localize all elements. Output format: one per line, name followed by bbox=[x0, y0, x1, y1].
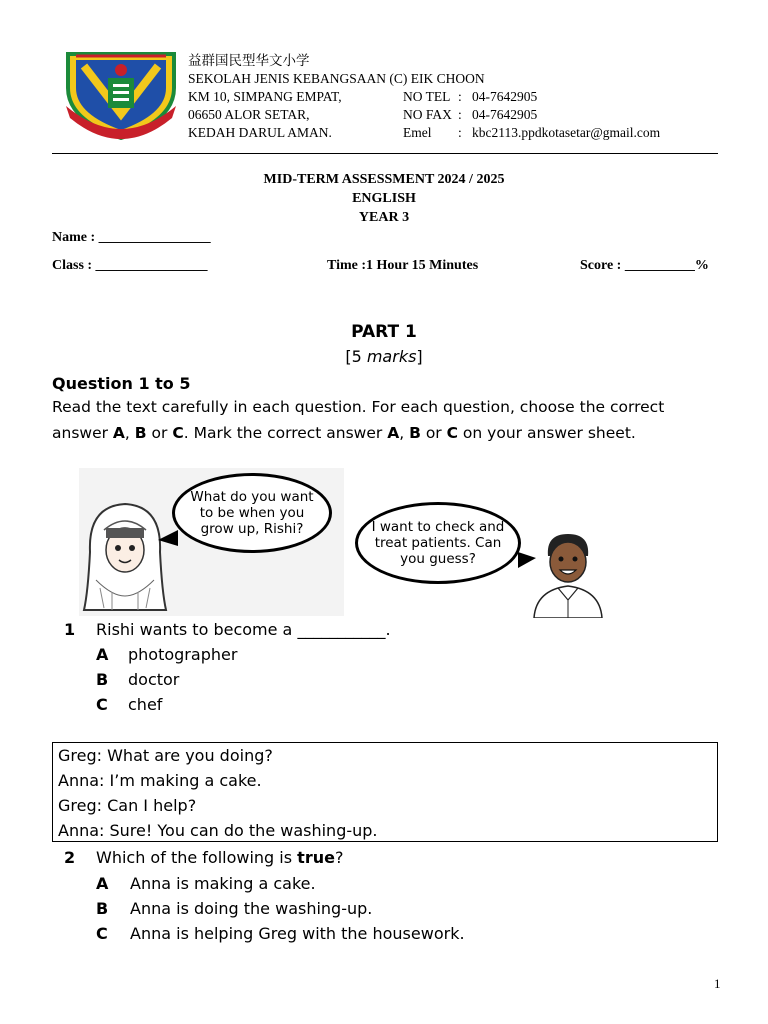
instr-letter-c: C bbox=[172, 424, 184, 442]
fax-label: NO FAX bbox=[403, 107, 452, 122]
school-logo bbox=[62, 48, 180, 140]
exam-title: MID-TERM ASSESSMENT 2024 / 2025 bbox=[263, 172, 505, 187]
q2-option-letter[interactable]: B bbox=[96, 899, 109, 918]
question-range: Question 1 to 5 bbox=[52, 374, 191, 393]
marks-close: ] bbox=[416, 347, 423, 366]
part-title: PART 1 bbox=[351, 322, 417, 342]
q1-option-text[interactable]: doctor bbox=[128, 670, 180, 689]
instr-letter-b: B bbox=[134, 424, 147, 442]
girl-hijab-icon bbox=[82, 500, 168, 612]
dialogue-line: Anna: Sure! You can do the washing-up. bbox=[58, 821, 378, 840]
address-line-3: KEDAH DARUL AMAN. bbox=[188, 125, 332, 140]
email-colon: : bbox=[458, 125, 462, 140]
marks-open: [5 bbox=[345, 347, 367, 366]
instr-letter-b: B bbox=[409, 424, 421, 442]
bubble-tail-girl bbox=[158, 530, 178, 546]
speech-bubble-girl: What do you want to be when you grow up, Rishi? bbox=[172, 473, 332, 553]
instr-text: , bbox=[124, 424, 135, 442]
address-line-2: 06650 ALOR SETAR, bbox=[188, 107, 310, 122]
boy-illustration bbox=[528, 530, 608, 618]
fax-colon: : bbox=[458, 107, 462, 122]
q2-stem bbox=[96, 848, 343, 867]
q1-number: 1 bbox=[64, 620, 76, 639]
email-value: kbc2113.ppdkotasetar@gmail.com bbox=[472, 125, 661, 140]
dialogue-line: Greg: What are you doing? bbox=[58, 746, 273, 765]
school-chinese-name: 益群国民型华文小学 bbox=[188, 53, 310, 68]
tel-value: 04-7642905 bbox=[472, 89, 538, 104]
tel-label: NO TEL bbox=[403, 89, 451, 104]
instr-text: , bbox=[399, 424, 410, 442]
instr-text: answer bbox=[52, 424, 113, 442]
q1-option-text[interactable]: photographer bbox=[128, 645, 238, 664]
school-name: SEKOLAH JENIS KEBANGSAAN (C) EIK CHOON bbox=[188, 71, 485, 86]
q1-option-text[interactable]: chef bbox=[128, 695, 163, 714]
name-field[interactable]: Name : ________________ bbox=[52, 230, 211, 245]
q1-stem: Rishi wants to become a ___________. bbox=[96, 620, 391, 639]
address-line-1: KM 10, SIMPANG EMPAT, bbox=[188, 89, 342, 104]
part-marks bbox=[0, 347, 768, 366]
q2-option-letter[interactable]: C bbox=[96, 924, 108, 943]
instr-text: or bbox=[420, 424, 447, 442]
dialogue-line: Greg: Can I help? bbox=[58, 796, 197, 815]
q2-stem-text: Which of the following is bbox=[96, 848, 298, 867]
score-field[interactable]: Score : __________% bbox=[580, 258, 709, 273]
q2-stem-text: ? bbox=[334, 848, 344, 867]
q2-option-text[interactable]: Anna is doing the washing-up. bbox=[130, 899, 373, 918]
instr-letter-a: A bbox=[112, 424, 125, 442]
boy-rishi-icon bbox=[528, 530, 608, 618]
q2-option-text[interactable]: Anna is helping Greg with the housework. bbox=[130, 924, 465, 943]
exam-subject: ENGLISH bbox=[352, 191, 416, 206]
q2-stem-bold: true bbox=[297, 848, 335, 867]
school-crest-icon bbox=[62, 48, 180, 140]
q2-number: 2 bbox=[64, 848, 76, 867]
exam-year: YEAR 3 bbox=[358, 210, 410, 225]
instruction-line-2 bbox=[52, 424, 636, 442]
instr-text: on your answer sheet. bbox=[458, 424, 636, 442]
page-number: 1 bbox=[714, 976, 721, 991]
q1-option-letter[interactable]: C bbox=[96, 695, 108, 714]
q2-option-letter[interactable]: A bbox=[96, 874, 109, 893]
instr-text: . Mark the correct answer bbox=[183, 424, 388, 442]
girl-illustration bbox=[82, 500, 168, 612]
header-divider bbox=[52, 153, 718, 154]
q1-option-letter[interactable]: B bbox=[96, 670, 109, 689]
instr-letter-a: A bbox=[387, 424, 400, 442]
fax-value: 04-7642905 bbox=[472, 107, 538, 122]
speech-bubble-boy: I want to check and treat patients. Can you guess? bbox=[355, 502, 521, 584]
instr-letter-c: C bbox=[446, 424, 458, 442]
dialogue-line: Anna: I’m making a cake. bbox=[58, 771, 262, 790]
tel-colon: : bbox=[458, 89, 462, 104]
time-label: Time :1 Hour 15 Minutes bbox=[327, 258, 479, 273]
marks-word: marks bbox=[366, 347, 417, 366]
q2-option-text[interactable]: Anna is making a cake. bbox=[130, 874, 316, 893]
email-label: Emel bbox=[403, 125, 432, 140]
class-field[interactable]: Class : ________________ bbox=[52, 258, 208, 273]
instruction-line-1: Read the text carefully in each question. For each question, choose the correct bbox=[52, 398, 665, 416]
instr-text: or bbox=[146, 424, 173, 442]
q1-option-letter[interactable]: A bbox=[96, 645, 109, 664]
